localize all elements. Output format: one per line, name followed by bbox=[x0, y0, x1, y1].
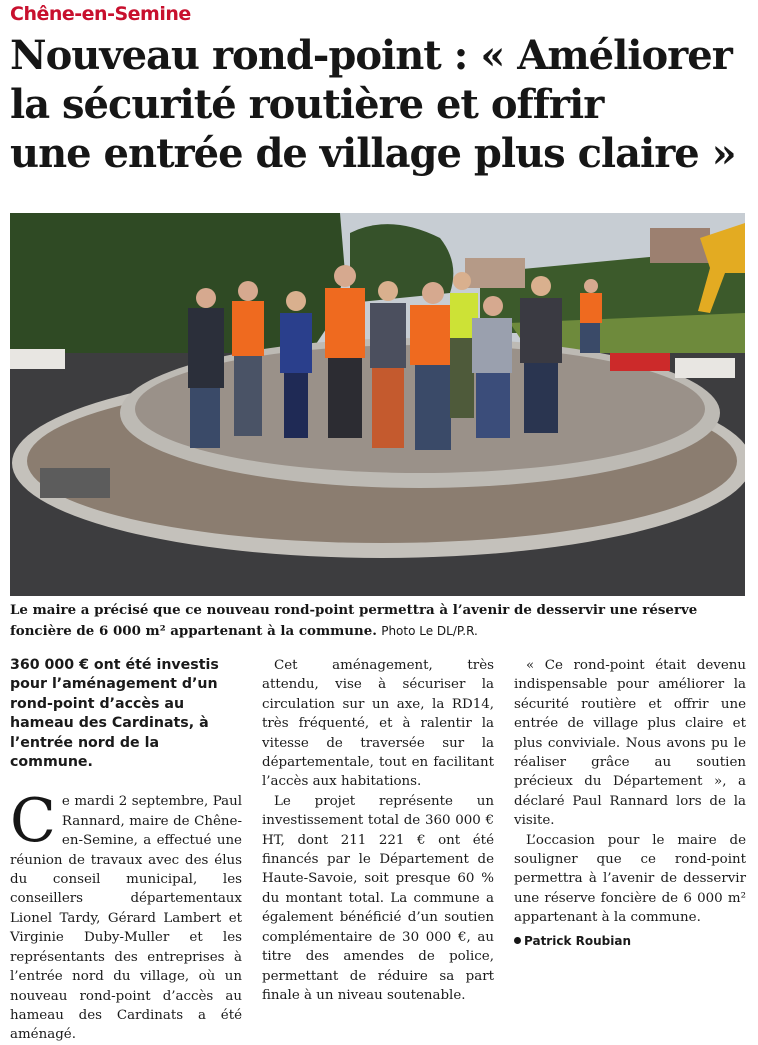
article-paragraph-2: Cet aménagement, très attendu, vise à sécuriser la circulation sur un axe, la RD14, très fréquenté, et à ralentir la vitesse de traversée sur la départementale, tout en facilitant l’accès aux habitations. bbox=[262, 658, 494, 790]
article-column-3 bbox=[514, 656, 746, 951]
article-headline bbox=[10, 31, 750, 178]
drop-cap: C bbox=[10, 786, 56, 857]
article-photo bbox=[10, 213, 745, 596]
article-paragraph-4: « Ce rond-point était devenu indispensable pour améliorer la sécurité routière et offrir une entrée de village plus claire et plus conviviale. Nous avons pu le réaliser grâce au soutien précieux du Département », a déclaré Paul Rannard lors de la visite. bbox=[514, 658, 746, 829]
headline-line: la sécurité routière et offrir bbox=[10, 81, 604, 128]
photo-barrier bbox=[610, 353, 670, 371]
article-paragraph-1 bbox=[10, 786, 242, 1044]
article-column-2 bbox=[262, 656, 494, 1005]
headline-line: une entrée de village plus claire » bbox=[10, 130, 736, 177]
article-paragraph-5: L’occasion pour le maire de souligner que ce rond-point permettra à l’avenir de desservir une réserve foncière de 6 000 m² appartenant à la commune. bbox=[514, 832, 746, 926]
byline-name: Patrick Roubian bbox=[524, 933, 631, 948]
photo-house bbox=[465, 258, 525, 288]
article-column-1 bbox=[10, 656, 242, 1045]
caption-text: Le maire a précisé que ce nouveau rond-point permettra à l’avenir de desservir une réserve foncière de 6 000 m² appartenant à la commune. bbox=[10, 602, 698, 639]
paragraph-text: e mardi 2 septembre, Paul Rannard, maire de Chêne-en-Semine, a effectué une réunion de travaux avec des élus du conseil municipal, les conseillers départementaux Lionel Tardy, Gérard Lambert et Virginie Duby-Muller et les représentants des entreprises à l’entrée nord du village, où un nouveau rond-point d’accès au hameau des Cardinats a été aménagé. bbox=[10, 794, 242, 1043]
article-kicker: Chêne-en-Semine bbox=[10, 3, 191, 25]
headline-line: Nouveau rond-point : « Améliorer bbox=[10, 32, 732, 79]
photo-barrier bbox=[10, 349, 65, 369]
photo-people bbox=[188, 265, 602, 450]
article-paragraph-3: Le projet représente un investissement total de 360 000 € HT, dont 211 221 € ont été financés par le Département de Haute-Savoie, soit presque 60 % du montant total. La commune a également bénéficié d’un soutien complémentaire de 30 000 €, au titre des amendes de police, permettant de réduire sa part finale à un niveau soutenable. bbox=[262, 793, 494, 1003]
photo-credit: Photo Le DL/P.R. bbox=[381, 624, 478, 638]
article-lead: 360 000 € ont été investis pour l’aménagement d’un rond-point d’accès au hameau des Cardinats, à l’entrée nord de la commune. bbox=[10, 657, 219, 771]
photo-drain bbox=[40, 468, 110, 498]
bullet-icon bbox=[514, 937, 521, 944]
photo-caption bbox=[10, 600, 750, 642]
photo-barrier bbox=[675, 358, 735, 378]
article-byline bbox=[514, 932, 746, 951]
photo-house bbox=[650, 228, 710, 263]
